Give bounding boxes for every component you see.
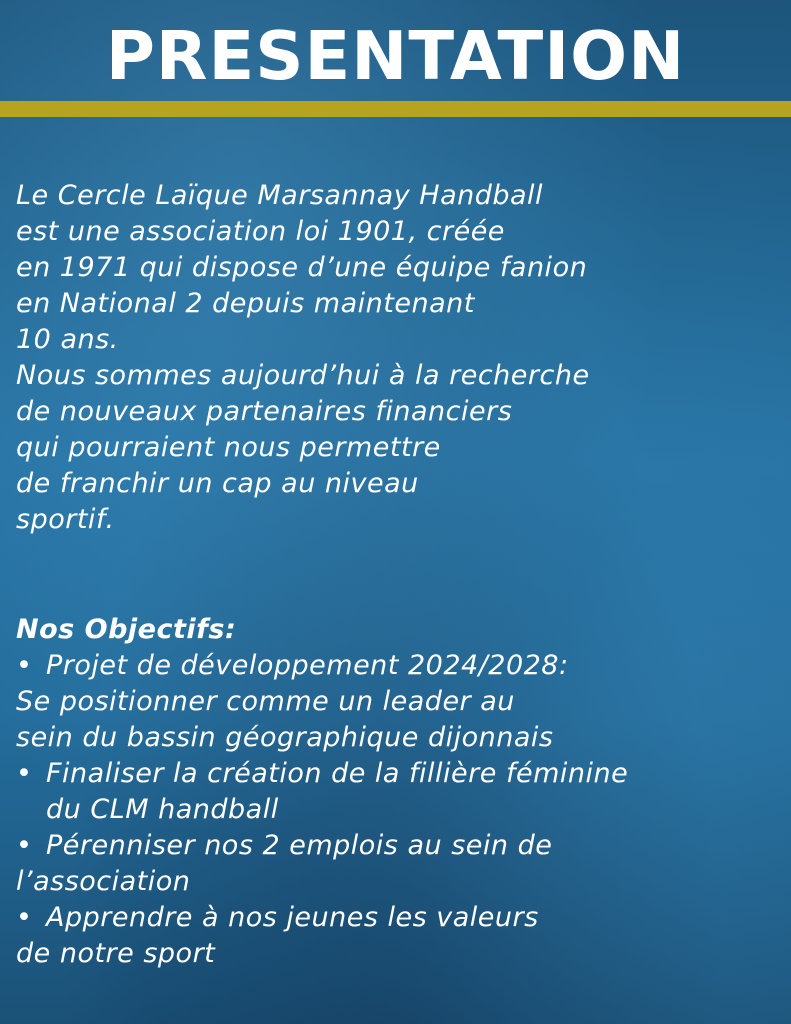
- intro-line: sportif.: [16, 504, 115, 535]
- intro-line: en National 2 depuis maintenant: [16, 288, 475, 319]
- page-title: PRESENTATION: [105, 17, 686, 95]
- bullet-icon: •: [16, 830, 33, 861]
- objective-item-development: [16, 648, 776, 684]
- objective-item-values: [16, 900, 776, 936]
- objective-continuation: sein du bassin géographique dijonnais: [16, 722, 554, 753]
- intro-line: est une association loi 1901, créée: [16, 216, 505, 247]
- objective-text: Apprendre à nos jeunes les valeurs: [46, 902, 539, 933]
- objective-continuation: Se positionner comme un leader au: [16, 686, 515, 717]
- intro-line: de franchir un cap au niveau: [16, 468, 419, 499]
- gold-divider: [0, 101, 791, 117]
- bullet-icon: •: [16, 758, 33, 789]
- objective-text: Finaliser la création de la fillière féminine: [46, 758, 629, 789]
- objective-continuation: l’association: [16, 866, 191, 897]
- objectives-heading: Nos Objectifs:: [16, 614, 237, 645]
- bullet-icon: •: [16, 650, 33, 681]
- intro-line: Nous sommes aujourd’hui à la recherche: [16, 360, 590, 391]
- bullet-icon: •: [16, 902, 33, 933]
- objective-continuation: de notre sport: [16, 938, 216, 969]
- objective-text: Pérenniser nos 2 emplois au sein de: [46, 830, 553, 861]
- intro-line: de nouveaux partenaires financiers: [16, 396, 513, 427]
- intro-paragraph: [16, 178, 776, 538]
- intro-line: qui pourraient nous permettre: [16, 432, 441, 463]
- intro-line: 10 ans.: [16, 324, 119, 355]
- objective-text: Projet de développement 2024/2028:: [46, 650, 569, 681]
- objective-item-jobs: [16, 828, 776, 864]
- intro-line: Le Cercle Laïque Marsannay Handball: [16, 180, 544, 211]
- intro-line: en 1971 qui dispose d’une équipe fanion: [16, 252, 588, 283]
- objective-continuation: du CLM handball: [46, 794, 279, 825]
- objectives-section: [16, 612, 776, 972]
- objective-item-feminine: [16, 756, 776, 792]
